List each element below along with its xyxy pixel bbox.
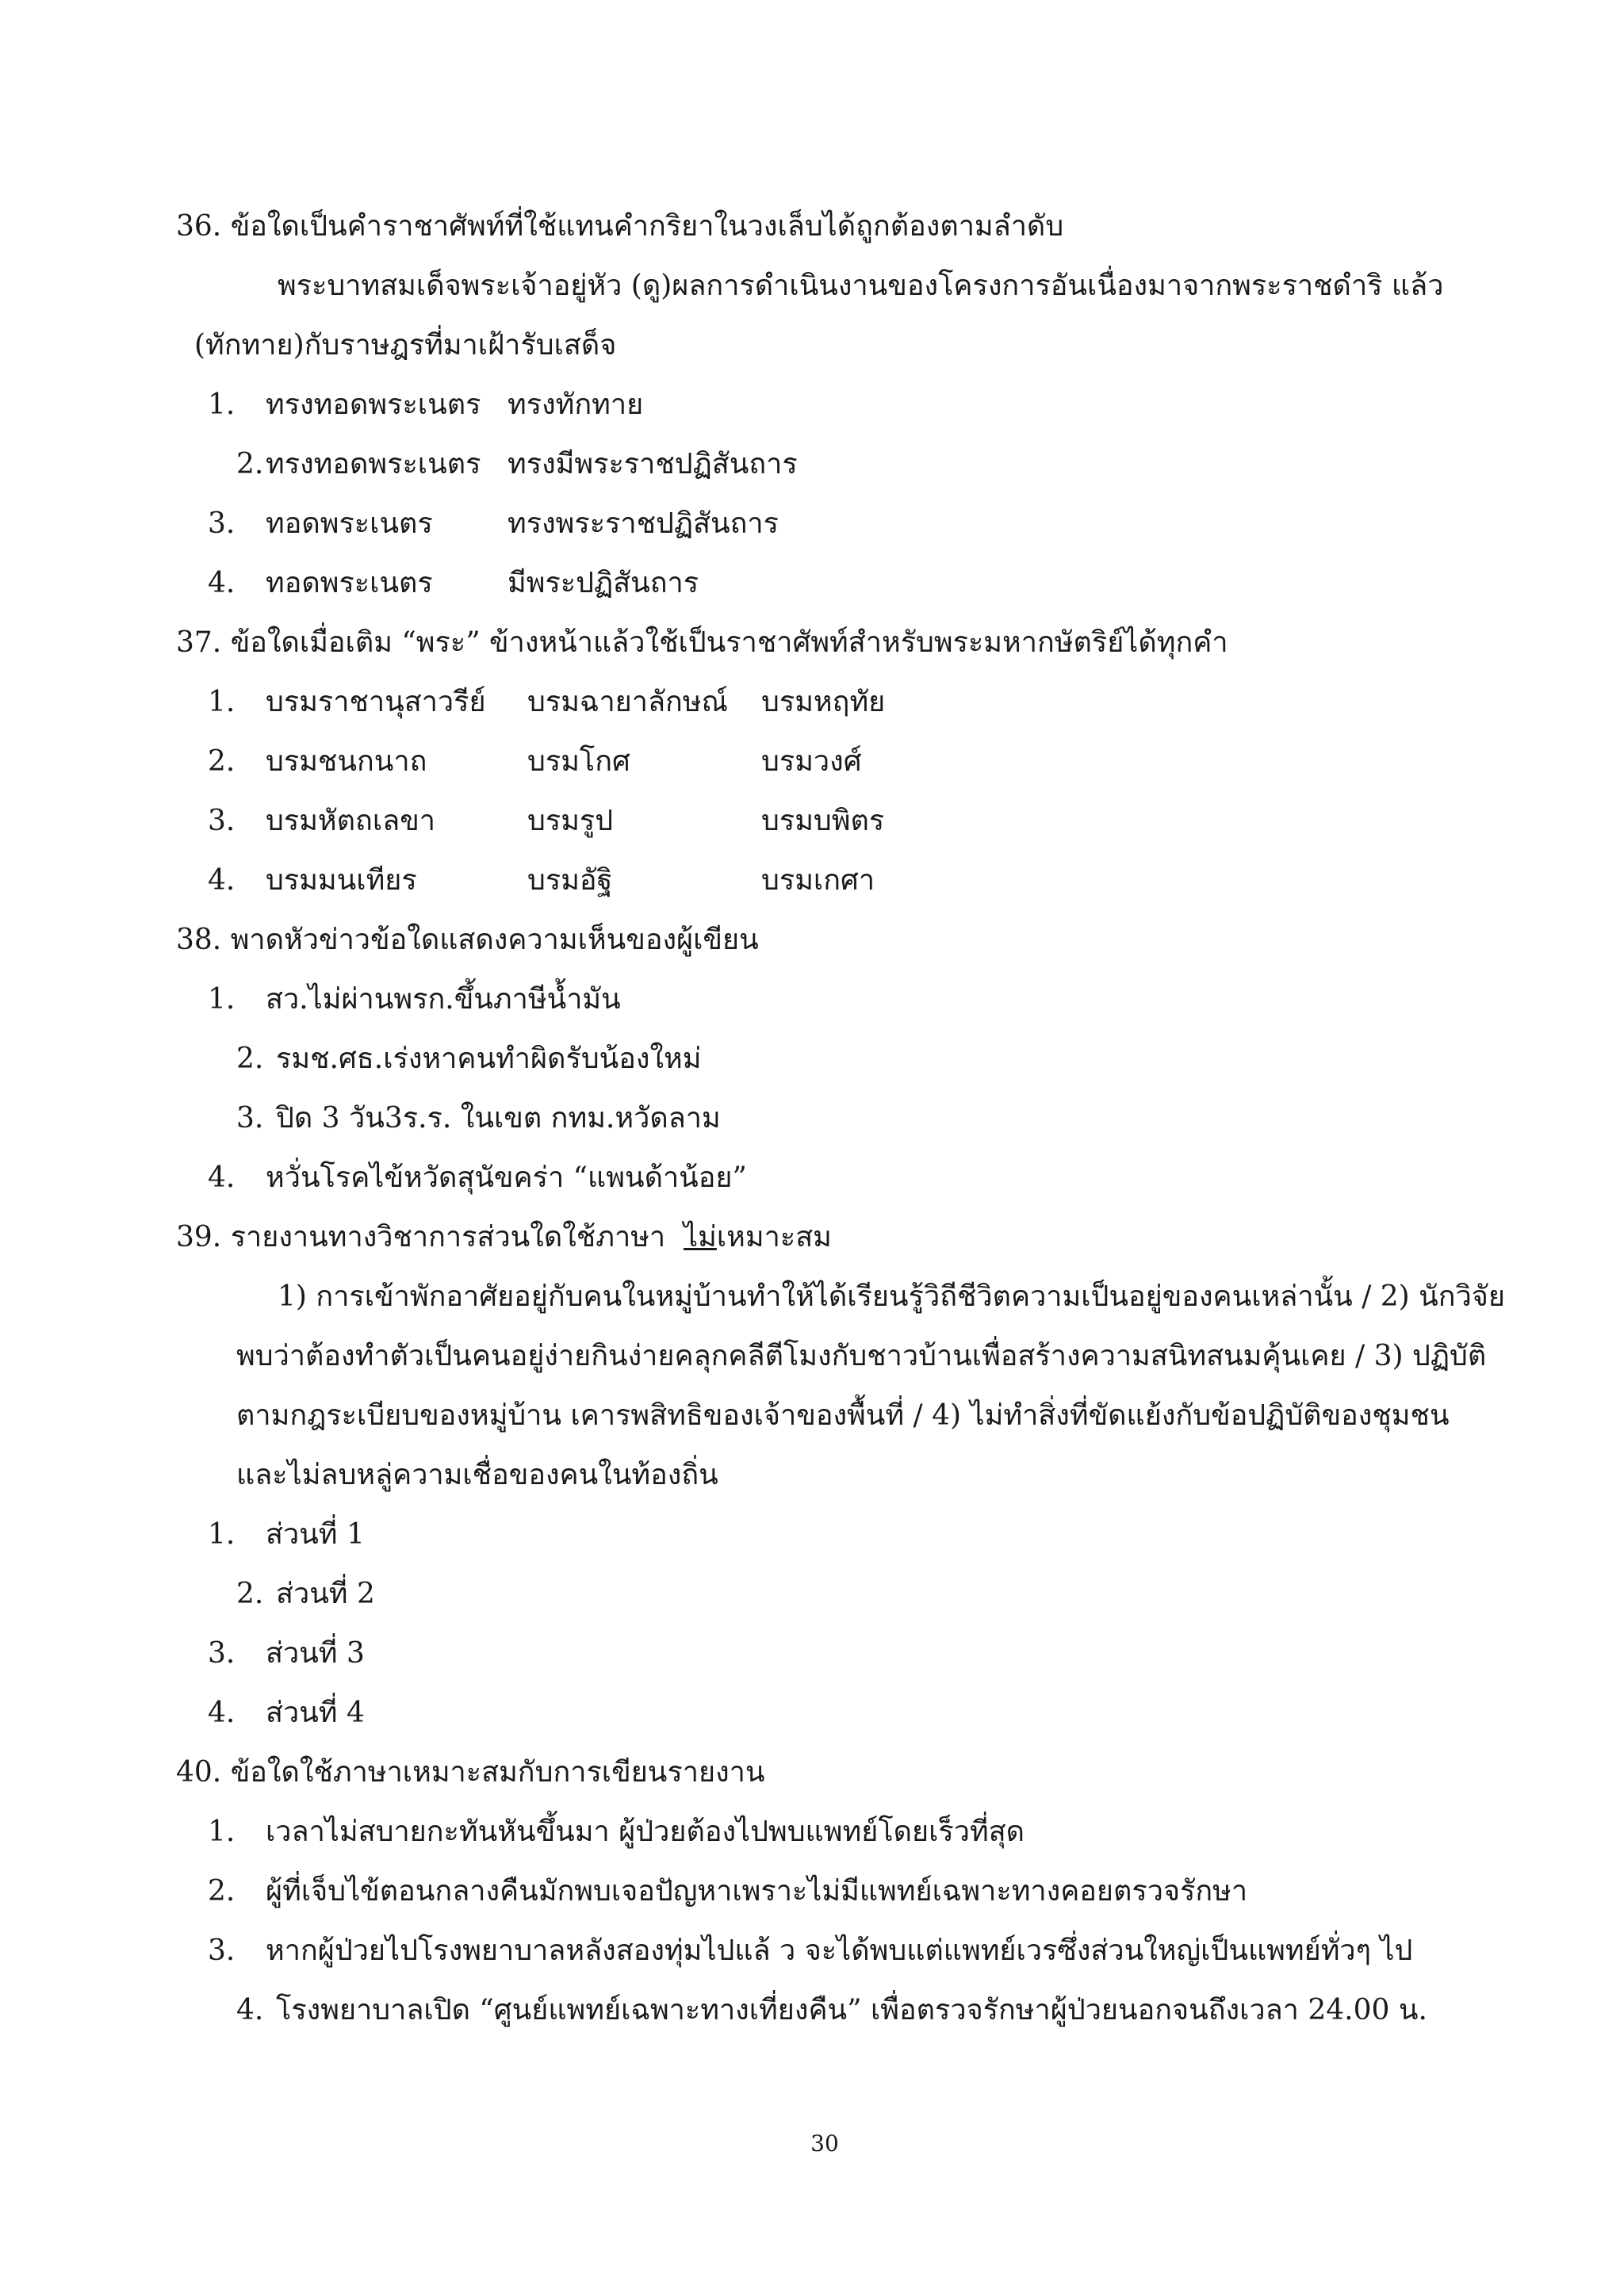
option-number: 1. — [208, 1816, 236, 1848]
option-number: 3. — [208, 1637, 236, 1670]
option-text: บรมบพิตร — [761, 805, 885, 837]
option-text: ส่วนที่ 4 — [266, 1697, 365, 1729]
question-38: 38. พาดหัวข่าวข้อใดแสดงความเห็นของผู้เขียน — [176, 924, 759, 956]
option-text: บรมราชานุสาวรีย์ — [266, 686, 486, 718]
option-number: 2. — [236, 1578, 264, 1610]
question-39-text-end: เหมาะสม — [716, 1221, 832, 1253]
q39-passage-line-1: 1) การเข้าพักอาศัยอยู่กับคนในหมู่บ้านทำให้ได้เรียนรู้วิถีชีวิตความเป็นอยู่ของคนเหล่านั้น / 2) นักวิจัย — [278, 1280, 1505, 1313]
option-text: ทรงทักทาย — [508, 388, 644, 421]
option-text: ทรงทอดพระเนตร — [266, 448, 481, 480]
q39-passage-line-2: พบว่าต้องทำตัวเป็นคนอยู่ง่ายกินง่ายคลุกคลีตีโมงกับชาวบ้านเพื่อสร้างความสนิทสนมคุ้นเคย / 3) ปฏิบัติ — [236, 1340, 1487, 1372]
question-39 — [176, 1219, 832, 1257]
q36-passage-line-2: (ทักทาย)กับราษฎรที่มาเฝ้ารับเสด็จ — [194, 329, 617, 362]
option-number: 1. — [208, 686, 236, 718]
option-number: 2. — [236, 448, 264, 480]
option-text: รมช.ศธ.เร่งหาคนทำผิดรับน้องใหม่ — [276, 1043, 702, 1075]
option-text: โรงพยาบาลเปิด “ศูนย์แพทย์เฉพาะทางเที่ยงคืน” เพื่อตรวจรักษาผู้ป่วยนอกจนถึงเวลา 24.00 น. — [276, 1994, 1427, 2026]
question-36: 36. ข้อใดเป็นคำราชาศัพท์ที่ใช้แทนคำกริยาในวงเล็บได้ถูกต้องตามลำดับ — [176, 210, 1064, 243]
option-text: บรมฉายาลักษณ์ — [527, 686, 728, 718]
option-text: เวลาไม่สบายกะทันหันขึ้นมา ผู้ป่วยต้องไปพบแพทย์โดยเร็วที่สุด — [266, 1816, 1025, 1848]
option-text: ทอดพระเนตร — [266, 567, 433, 599]
option-text: หวั่นโรคไข้หวัดสุนัขคร่า “แพนด้าน้อย” — [266, 1161, 747, 1194]
option-text: ส่วนที่ 3 — [266, 1637, 365, 1670]
option-number: 3. — [208, 507, 236, 540]
q36-passage-line-1: พระบาทสมเด็จพระเจ้าอยู่หัว (ดู)ผลการดำเนินงานของโครงการอันเนื่องมาจากพระราชดำริ แล้ว — [278, 270, 1444, 302]
option-text: บรมหฤทัย — [761, 686, 886, 718]
option-text: บรมเกศา — [761, 864, 875, 897]
option-text: ทรงมีพระราชปฏิสันถาร — [508, 448, 798, 480]
option-text: บรมรูป — [527, 805, 614, 837]
option-text: ทอดพระเนตร — [266, 507, 433, 540]
option-number: 3. — [236, 1102, 264, 1135]
option-text: บรมวงศ์ — [761, 745, 862, 778]
option-text: สว.ไม่ผ่านพรก.ขึ้นภาษีน้ำมัน — [266, 983, 621, 1016]
option-text: ทรงทอดพระเนตร — [266, 388, 481, 421]
option-number: 2. — [208, 745, 236, 778]
option-number: 4. — [236, 1994, 264, 2026]
question-37: 37. ข้อใดเมื่อเติม “พระ” ข้างหน้าแล้วใช้เป็นราชาศัพท์สำหรับพระมหากษัตริย์ได้ทุกคำ — [176, 626, 1228, 659]
option-number: 4. — [208, 1161, 236, 1194]
q39-passage-line-3: ตามกฎระเบียบของหมู่บ้าน เคารพสิทธิของเจ้าของพื้นที่ / 4) ไม่ทำสิ่งที่ขัดแย้งกับข้อปฏิบัติของชุมชน — [236, 1399, 1450, 1432]
option-text: บรมอัฐิ — [527, 864, 613, 897]
option-text: ส่วนที่ 1 — [266, 1518, 365, 1551]
q39-passage-line-4: และไม่ลบหลู่ความเชื่อของคนในท้องถิ่น — [236, 1459, 718, 1491]
question-40: 40. ข้อใดใช้ภาษาเหมาะสมกับการเขียนรายงาน — [176, 1756, 765, 1789]
option-text: บรมชนกนาถ — [266, 745, 427, 778]
question-39-text: 39. รายงานทางวิชาการส่วนใดใช้ภาษา — [176, 1221, 684, 1253]
option-number: 2. — [208, 1875, 236, 1908]
option-number: 3. — [208, 1934, 236, 1967]
page-number: 30 — [810, 2130, 839, 2156]
option-number: 4. — [208, 864, 236, 897]
option-number: 2. — [236, 1043, 264, 1075]
option-text: ปิด 3 วัน3ร.ร. ในเขต กทม.หวัดลาม — [276, 1102, 721, 1135]
option-text: หากผู้ป่วยไปโรงพยาบาลหลังสองทุ่มไปแล้ ว จะได้พบแต่แพทย์เวรซึ่งส่วนใหญ่เป็นแพทย์ทั่วๆ ไป — [266, 1934, 1413, 1967]
option-text: ทรงพระราชปฏิสันถาร — [508, 507, 779, 540]
option-text: ผู้ที่เจ็บไข้ตอนกลางคืนมักพบเจอปัญหาเพราะไม่มีแพทย์เฉพาะทางคอยตรวจรักษา — [266, 1875, 1248, 1908]
option-number: 1. — [208, 983, 236, 1016]
option-number: 3. — [208, 805, 236, 837]
option-number: 4. — [208, 1697, 236, 1729]
option-text: บรมโกศ — [527, 745, 630, 778]
option-text: ส่วนที่ 2 — [276, 1578, 375, 1610]
underlined-word: ไม่ — [684, 1221, 717, 1253]
option-text: บรมมนเทียร — [266, 864, 417, 897]
option-text: บรมหัตถเลขา — [266, 805, 436, 837]
option-number: 1. — [208, 1518, 236, 1551]
option-text: มีพระปฏิสันถาร — [508, 567, 699, 599]
option-number: 1. — [208, 388, 236, 421]
option-number: 4. — [208, 567, 236, 599]
